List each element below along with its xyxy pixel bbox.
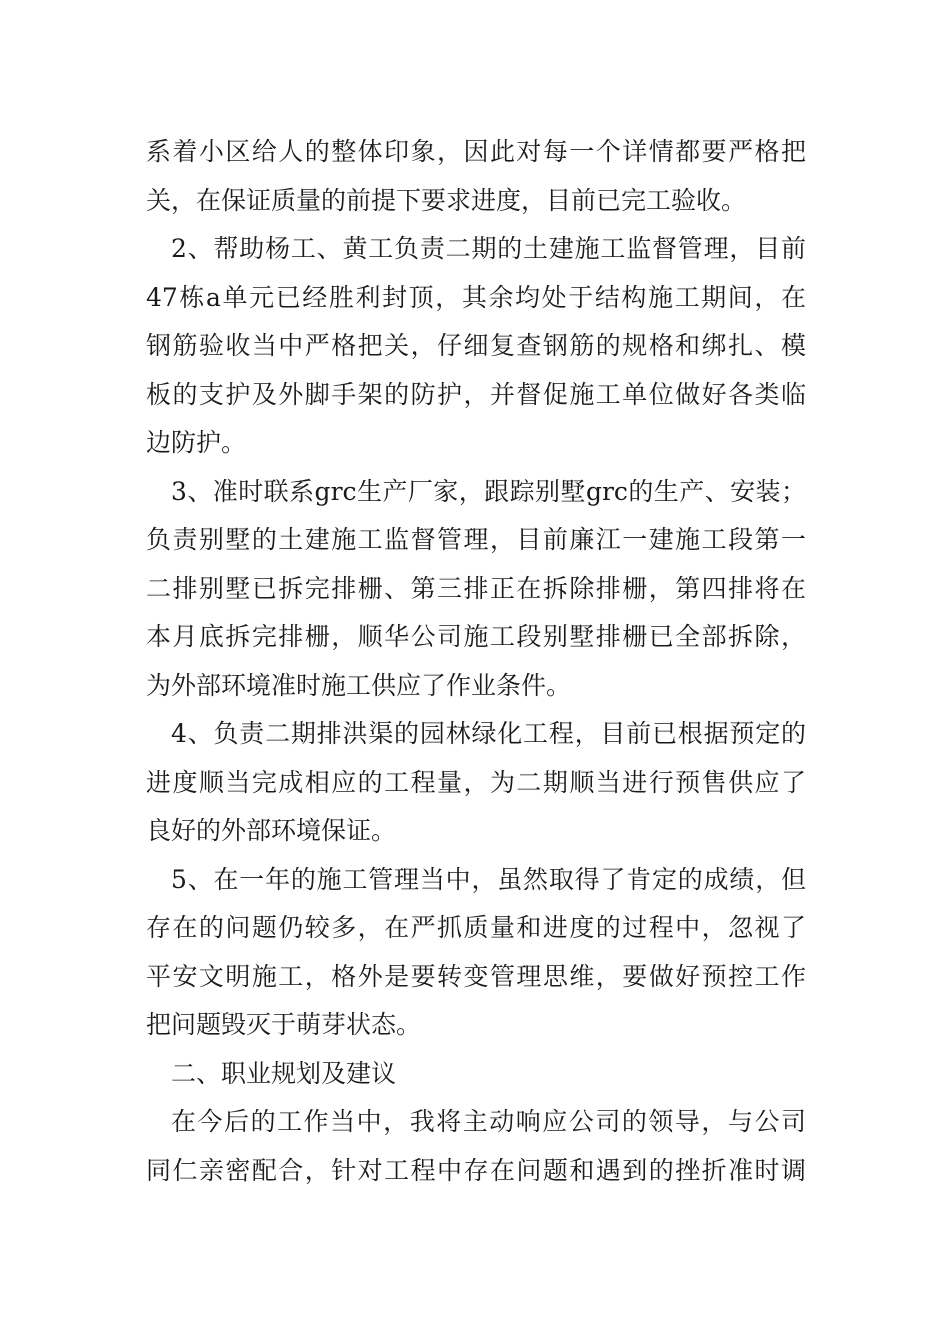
text-line: 负责别墅的土建施工监督管理，目前廉江一建施工段第一 bbox=[146, 525, 806, 554]
text-line: 系着小区给人的整体印象，因此对每一个详情都要严格把 bbox=[146, 137, 806, 166]
text-line: 3、准时联系grc生产厂家，跟踪别墅grc的生产、安装； bbox=[171, 476, 806, 506]
text-line: 良好的外部环境保证。 bbox=[146, 816, 397, 845]
text-line: 关，在保证质量的前提下要求进度，目前已完工验收。 bbox=[146, 185, 747, 215]
paragraph-item-3 bbox=[146, 468, 806, 711]
section-heading bbox=[146, 1050, 806, 1099]
text-line: 为外部环境准时施工供应了作业条件。 bbox=[146, 670, 572, 700]
text-line: 同仁亲密配合，针对工程中存在问题和遇到的挫折准时调 bbox=[146, 1155, 806, 1185]
paragraph-item-5 bbox=[146, 856, 806, 1050]
text-line: 在今后的工作当中，我将主动响应公司的领导，与公司 bbox=[171, 1107, 806, 1136]
text-line: 本月底拆完排栅，顺华公司施工段别墅排栅已全部拆除， bbox=[146, 622, 806, 651]
text-line: 进度顺当完成相应的工程量，为二期顺当进行预售供应了 bbox=[146, 767, 806, 797]
document-body bbox=[146, 128, 806, 1195]
text-line: 4、负责二期排洪渠的园林绿化工程，目前已根据预定的 bbox=[171, 719, 806, 748]
text-line: 47栋a单元已经胜利封顶，其余均处于结构施工期间，在 bbox=[146, 282, 806, 312]
text-line: 边防护。 bbox=[146, 428, 247, 457]
text-line: 钢筋验收当中严格把关，仔细复查钢筋的规格和绑扎、模 bbox=[146, 331, 806, 360]
section-heading-text: 二、职业规划及建议 bbox=[171, 1058, 397, 1088]
text-line: 存在的问题仍较多，在严抓质量和进度的过程中，忽视了 bbox=[146, 913, 806, 942]
text-line: 二排别墅已拆完排栅、第三排正在拆除排栅，第四排将在 bbox=[146, 573, 806, 603]
text-line: 2、帮助杨工、黄工负责二期的土建施工监督管理，目前 bbox=[171, 234, 806, 263]
paragraph-item-4 bbox=[146, 710, 806, 856]
paragraph-continuation bbox=[146, 128, 806, 225]
text-line: 平安文明施工，格外是要转变管理思维，要做好预控工作 bbox=[146, 961, 806, 991]
paragraph-item-2 bbox=[146, 225, 806, 468]
text-line: 板的支护及外脚手架的防护，并督促施工单位做好各类临 bbox=[146, 379, 806, 409]
paragraph-plan bbox=[146, 1098, 806, 1195]
text-line: 5、在一年的施工管理当中，虽然取得了肯定的成绩，但 bbox=[171, 864, 806, 894]
text-line: 把问题毁灭于萌芽状态。 bbox=[146, 1010, 422, 1039]
